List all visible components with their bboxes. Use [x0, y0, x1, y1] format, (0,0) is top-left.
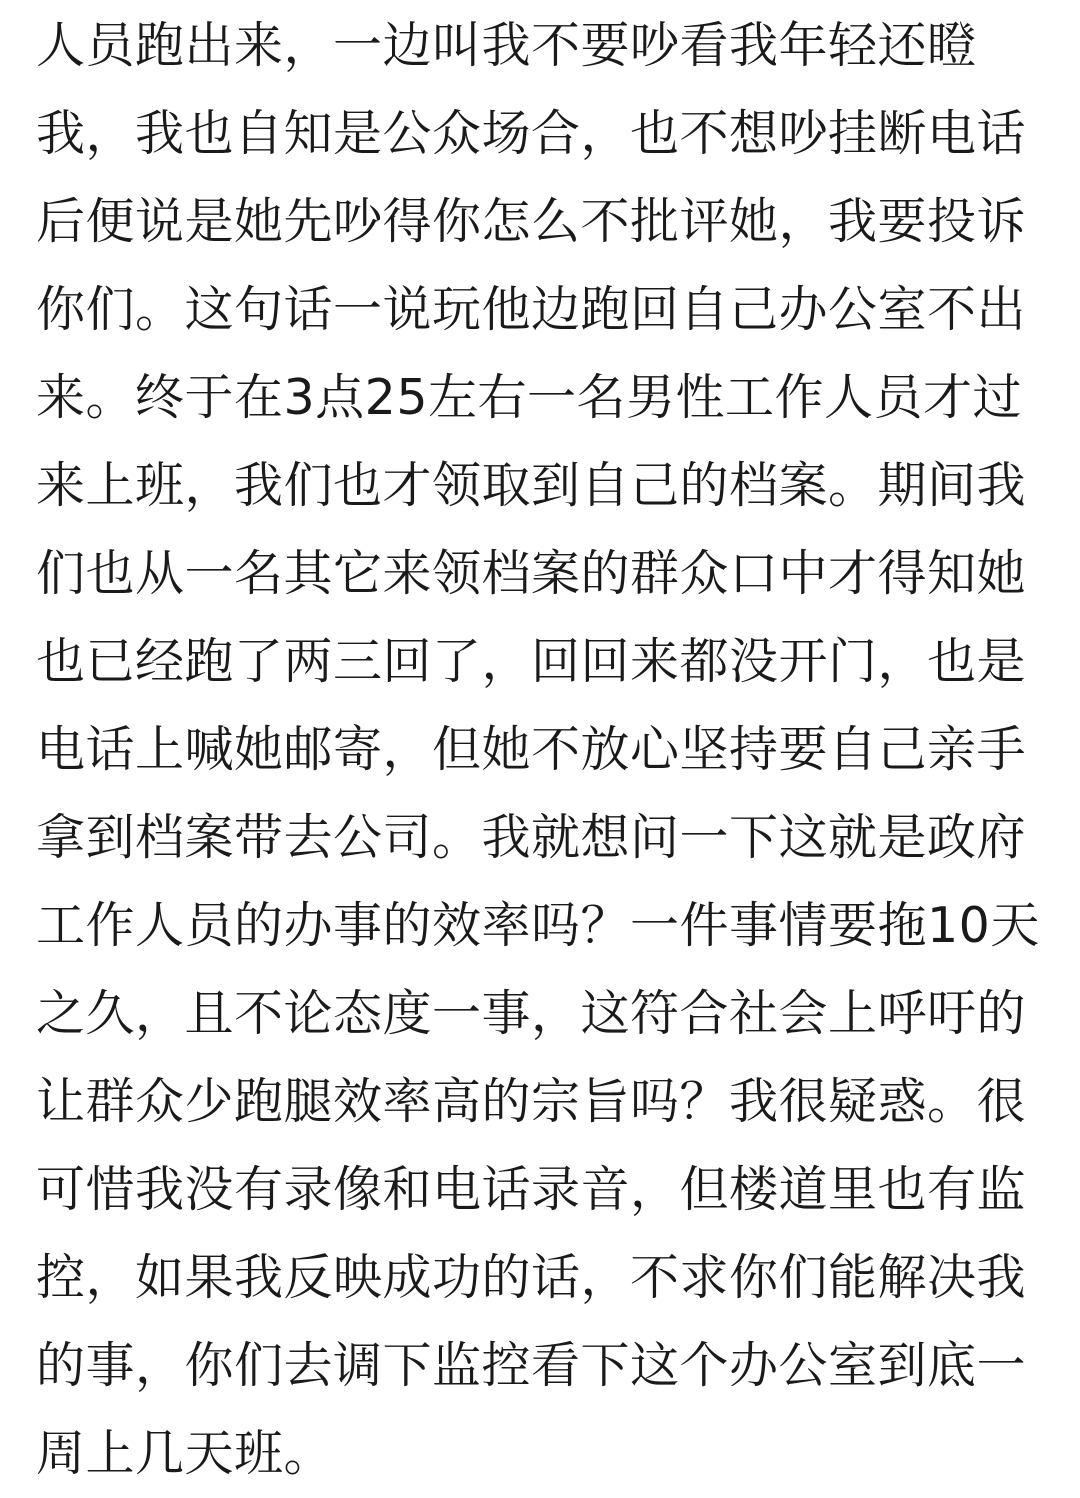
text-line: 可惜我没有录像和电话录音，但楼道里也有监	[36, 1161, 1027, 1218]
text-line: 让群众少跑腿效率高的宗旨吗？我很疑惑。很	[36, 1073, 1027, 1130]
article-body	[36, 2, 1044, 1498]
text-line: 拿到档案带去公司。我就想问一下这就是政府	[36, 809, 1027, 866]
text-line: 来上班，我们也才领取到自己的档案。期间我	[36, 457, 1027, 514]
text-line: 也已经跑了两三回了，回回来都没开门，也是	[36, 633, 1027, 690]
text-line: 后便说是她先吵得你怎么不批评她，我要投诉	[36, 193, 1027, 250]
text-line: 控，如果我反映成功的话，不求你们能解决我	[36, 1249, 1027, 1306]
text-line: 电话上喊她邮寄，但她不放心坚持要自己亲手	[36, 721, 1027, 778]
text-line: 人员跑出来，一边叫我不要吵看我年轻还瞪	[36, 17, 977, 74]
text-line: 我，我也自知是公众场合，也不想吵挂断电话	[36, 105, 1027, 162]
text-line: 之久，且不论态度一事，这符合社会上呼吁的	[36, 985, 1027, 1042]
text-line: 们也从一名其它来领档案的群众口中才得知她	[36, 545, 1027, 602]
text-line: 来。终于在3点25左右一名男性工作人员才过	[36, 369, 1023, 426]
text-line: 周上几天班。	[36, 1425, 334, 1482]
text-line: 工作人员的办事的效率吗？一件事情要拖10天	[36, 897, 1040, 954]
text-line: 的事，你们去调下监控看下这个办公室到底一	[36, 1337, 1027, 1394]
text-line: 你们。这句话一说玩他边跑回自己办公室不出	[36, 281, 1027, 338]
